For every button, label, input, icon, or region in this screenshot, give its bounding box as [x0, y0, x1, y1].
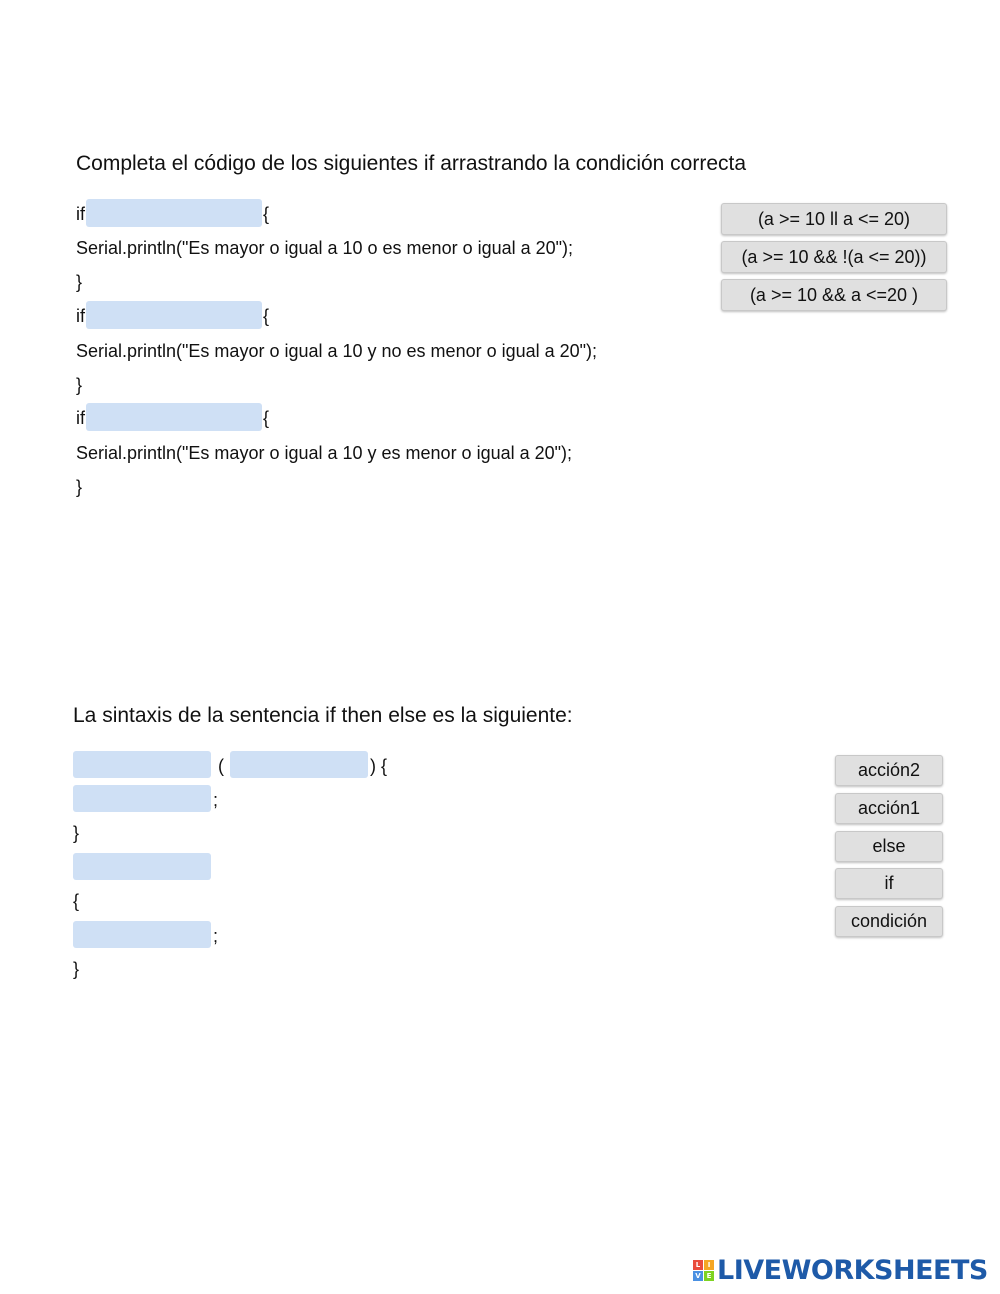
paren-open: (: [218, 756, 224, 776]
if-keyword: if: [76, 306, 85, 326]
option-chip-accion1[interactable]: acción1: [835, 793, 943, 824]
keyword-drop-zone-2[interactable]: [73, 853, 211, 880]
liveworksheets-logo: [693, 1255, 988, 1285]
condition-drop-zone-1[interactable]: [86, 199, 262, 227]
option-chip-else[interactable]: else: [835, 831, 943, 862]
option-chip-if[interactable]: if: [835, 868, 943, 899]
code-line-1: Serial.println("Es mayor o igual a 10 o es menor o igual a 20");: [76, 238, 574, 258]
option-chip-condition-2[interactable]: (a >= 10 && !(a <= 20)): [721, 241, 947, 273]
brace-open: {: [263, 204, 270, 224]
brace-close: }: [76, 477, 83, 497]
code-line-3: Serial.println("Es mayor o igual a 10 y es menor o igual a 20");: [76, 443, 573, 463]
condition-drop-zone-2[interactable]: [86, 301, 262, 329]
option-chip-condition-1[interactable]: (a >= 10 ll a <= 20): [721, 203, 947, 235]
paren-close-brace: ) {: [370, 756, 388, 776]
action-drop-zone-1[interactable]: [73, 785, 211, 812]
brace-open: {: [263, 306, 270, 326]
section2-title: La sintaxis de la sentencia if then else es la siguiente:: [73, 704, 573, 727]
brace-open: {: [73, 891, 80, 911]
semicolon: ;: [213, 926, 219, 946]
brace-close: }: [76, 272, 83, 292]
brand-name: LIVEWORKSHEETS: [717, 1254, 988, 1286]
if-keyword: if: [76, 408, 85, 428]
option-chip-accion2[interactable]: acción2: [835, 755, 943, 786]
option-chip-condition-3[interactable]: (a >= 10 && a <=20 ): [721, 279, 947, 311]
brace-close: }: [73, 823, 80, 843]
brace-close: }: [76, 375, 83, 395]
action-drop-zone-2[interactable]: [73, 921, 211, 948]
liveworksheets-logo-icon: L I V E: [693, 1260, 714, 1281]
option-chip-condicion[interactable]: condición: [835, 906, 943, 937]
keyword-drop-zone-1[interactable]: [73, 751, 211, 778]
condition-drop-zone[interactable]: [230, 751, 368, 778]
condition-drop-zone-3[interactable]: [86, 403, 262, 431]
brace-close: }: [73, 959, 80, 979]
if-keyword: if: [76, 204, 85, 224]
section1-title: Completa el código de los siguientes if arrastrando la condición correcta: [76, 152, 747, 175]
brace-open: {: [263, 408, 270, 428]
semicolon: ;: [213, 790, 219, 810]
code-line-2: Serial.println("Es mayor o igual a 10 y no es menor o igual a 20");: [76, 341, 598, 361]
